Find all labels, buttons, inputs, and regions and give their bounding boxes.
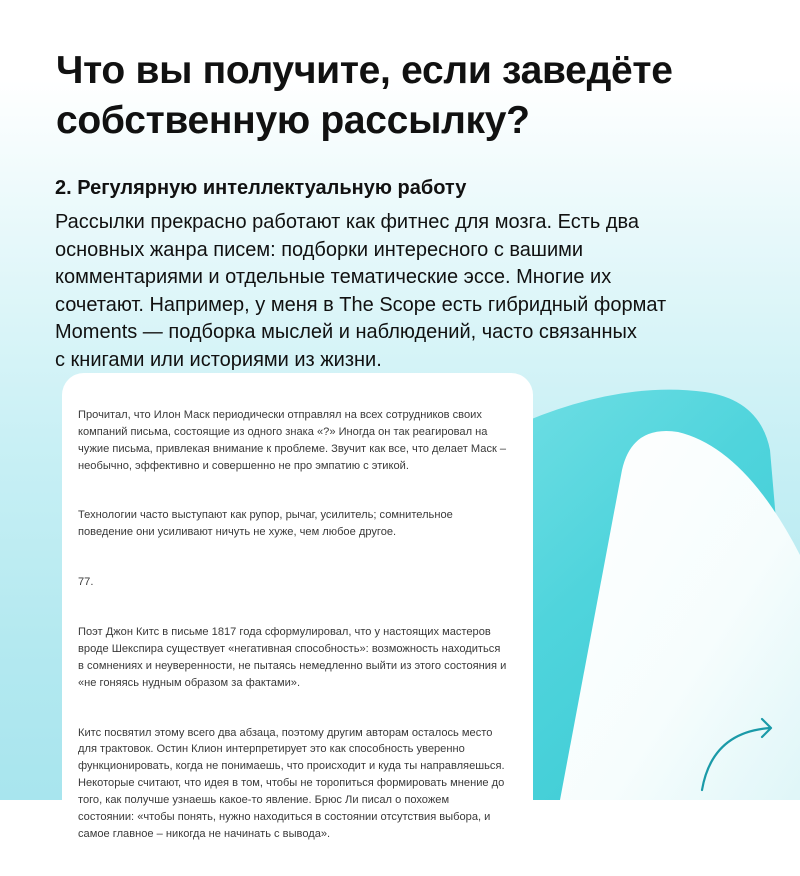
arrow-right-curved-icon[interactable] bbox=[690, 712, 776, 794]
card-paragraph-5: Китс посвятил этому всего два абзаца, поэтому другим авторам осталось место для трактовок. Остин Клион интерпретирует это как способность уверенно функционировать, когда не понимаешь, что происходит и куда ты направляешься. Некоторые считают, что идея в том, чтобы не торопиться формировать мнение до того, как получше узнаешь какое-то явление. Брюс Ли писал о похожем состоянии: «чтобы понять, нужно находиться в состоянии отсутствия выбора, и самое главное – никогда не начинать с вывода». bbox=[78, 726, 505, 840]
section-subtitle: 2. Регулярную интеллектуальную работу bbox=[55, 177, 467, 199]
card-paragraph-2: Технологии часто выступают как рупор, рычаг, усилитель; сомнительное поведение они усиливают ничуть не хуже, чем любое другое. bbox=[78, 509, 453, 539]
card-paragraph-4: Поэт Джон Китс в письме 1817 года сформулировал, что у настоящих мастеров вроде Шекспира существует «негативная способность»: возможность находиться в сомнениях и неуверенности, не пытаясь немедленно выйти из этого состояния и «не гоняясь нудным образом за фактами». bbox=[78, 625, 507, 689]
card-paragraph-3: 77. bbox=[78, 576, 94, 589]
body-paragraph: Рассылки прекрасно работают как фитнес для мозга. Есть два основных жанра писем: подборки интересного с вашими комментариями и отдельные тематические эссе. Многие их сочетают. Например, у меня в The Scope есть гибридный формат Moments — подборка мыслей и наблюдений, часто связанных с книгами или историями из жизни. bbox=[55, 211, 667, 371]
page-title: Что вы получите, если заведёте собственную рассылку? bbox=[56, 49, 673, 142]
newsletter-excerpt-card bbox=[62, 373, 533, 840]
card-paragraph-1: Прочитал, что Илон Маск периодически отправлял на всех сотрудников своих компаний письма, состоящие из одного знака «?» Иногда он так реагировал на чужие письма, привлекая внимание к проблеме. Звучит как все, что делает Маск – необычно, эффективно и совершенно не про эмпатию с этикой. bbox=[78, 408, 507, 472]
